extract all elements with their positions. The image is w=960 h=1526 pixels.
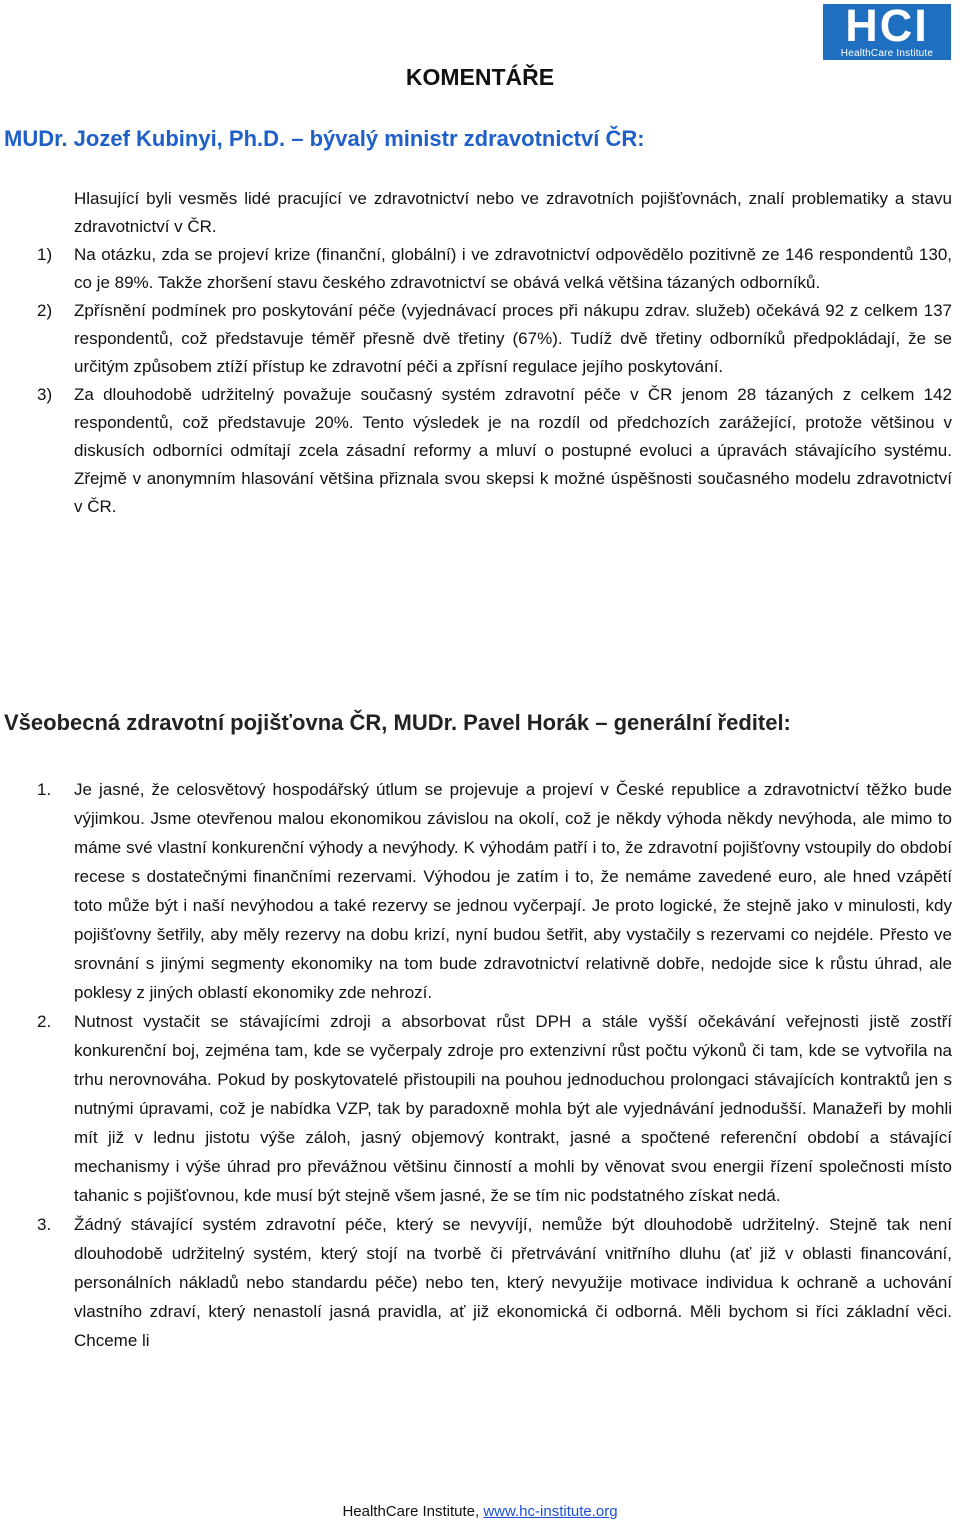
list-item-text: Za dlouhodobě udržitelný považuje současný systém zdravotní péče v ČR jenom 28 tázaných z celkem 142 respondentů, což představuje 20%. Tento výsledek je na rozdíl od předchozích zarážející, protože většinou v diskusích odborníci odmítají zcela zásadní reformy a mluví o postupné evoluci a úpravách stávajícího systému. Zřejmě v anonymním hlasování většina přiznala svou skepsi k možné úspěšnosti současného modelu zdravotnictví v ČR. (74, 385, 952, 516)
list-item-text: Nutnost vystačit se stávajícími zdroji a absorbovat růst DPH a stále vyšší očekávání veřejnosti jistě zostří konkurenční boj, zejména tam, kde se vyčerpaly zdroje pro extenzivní růst počtu výkonů či tam, kde se vytvořila na trhu nerovnováha. Pokud by poskytovatelé přistoupili na pouhou jednoduchou prolongaci stávajících kontraktů jen s nutnými úpravami, což je nabídka VZP, tak by paradoxně mohla být ale vyjednávání jednodušší. Manažeři by mohli mít již v lednu jistotu výše záloh, jasný objemový kontrakt, jasné a spočtené referenční období a stávající mechanismy i výše úhrad pro převážnou většinu činností a mohli by věnovat svou energii řízení společnosti místo tahanic s pojišťovnou, kde musí být stejně všem jasné, že se tím nic podstatného získat nedá. (74, 1012, 952, 1205)
section1-body (37, 185, 952, 521)
logo-text: HCI (845, 0, 929, 51)
section2-body (37, 775, 952, 1355)
list-item-text: Žádný stávající systém zdravotní péče, který se nevyvíjí, nemůže být dlouhodobě udržitelný. Stejně tak není dlouhodobě udržitelný systém, který stojí na tvorbě či přetrvávání vnitřního dluhu (ať již v oblasti financování, personálních nákladů nebo standardu péče) nebo ten, který nevyužije motivace individua k ochraně a uchování vlastního zdraví, který nenastolí jasná pravidla, ať již ekonomická či odborná. Měli bychom si říci základní věci. Chceme li (74, 1215, 952, 1350)
section2-heading: Všeobecná zdravotní pojišťovna ČR, MUDr. Pavel Horák – generální ředitel: (4, 710, 791, 735)
list-item (37, 775, 952, 1007)
list-marker: 2. (37, 1012, 52, 1031)
list-item (37, 297, 952, 381)
logo-subtitle: HealthCare Institute (840, 48, 934, 59)
page-title: KOMENTÁŘE (405, 64, 555, 90)
list-marker: 3) (37, 385, 53, 404)
list-item-text: Na otázku, zda se projeví krize (finanční, globální) i ve zdravotnictví odpovědělo pozitivně ze 146 respondentů 130, co je 89%. Takže zhoršení stavu českého zdravotnictví se obává velká většina tázaných odborníků. (74, 245, 952, 292)
list-marker: 2) (37, 301, 53, 320)
footer-link[interactable]: www.hc-institute.org (483, 1503, 618, 1520)
footer-text: HealthCare Institute, (342, 1503, 484, 1520)
list-item (37, 1007, 952, 1210)
list-item (37, 241, 952, 297)
section1-intro: Hlasující byli vesměs lidé pracující ve zdravotnictví nebo ve zdravotních pojišťovnách, znalí problematiky a stavu zdravotnictví v ČR. (74, 189, 952, 236)
section1-heading: MUDr. Jozef Kubinyi, Ph.D. – bývalý ministr zdravotnictví ČR: (4, 126, 645, 151)
hci-logo (823, 0, 951, 60)
list-marker: 1) (37, 245, 53, 264)
list-item (37, 1210, 952, 1355)
page-footer (0, 1503, 960, 1520)
list-item-text: Je jasné, že celosvětový hospodářský útlum se projevuje a projeví v České republice a zdravotnictví těžko bude výjimkou. Jsme otevřenou malou ekonomikou závislou na okolí, což je někdy výhoda někdy nevýhoda, ale mimo to máme své vlastní konkurenční výhody a nevýhody. K výhodám patří i to, že zdravotní pojišťovny vstoupily do období recese s dostatečnými finančními rezervami. Výhodou je zatím i to, že nemáme zavedené euro, ale hned vzápětí toto může být i naší nevýhodou a také rezervy se jednou vyčerpají. Je proto logické, že stejně jako v minulosti, kdy pojišťovny šetřily, aby měly rezervy na dobu krizí, nyní budou šetřit, aby vystačily s rezervami co nejdéle. Přesto ve srovnání s jinými segmenty ekonomiky na tom bude zdravotnictví relativně dobře, nedojde sice k růstu úhrad, ale poklesy z jiných oblastí ekonomiky zde nehrozí. (74, 780, 952, 1002)
list-item-text: Zpřísnění podmínek pro poskytování péče (vyjednávací proces při nákupu zdrav. služeb) očekává 92 z celkem 137 respondentů, což představuje téměř přesně dvě třetiny (67%). Tudíž dvě třetiny odborníků předpokládají, že se určitým způsobem ztíží přístup ke zdravotní péči a zpřísní regulace jejího poskytování. (74, 301, 952, 376)
list-marker: 3. (37, 1215, 52, 1234)
list-item (37, 381, 952, 521)
list-marker: 1. (37, 780, 52, 799)
